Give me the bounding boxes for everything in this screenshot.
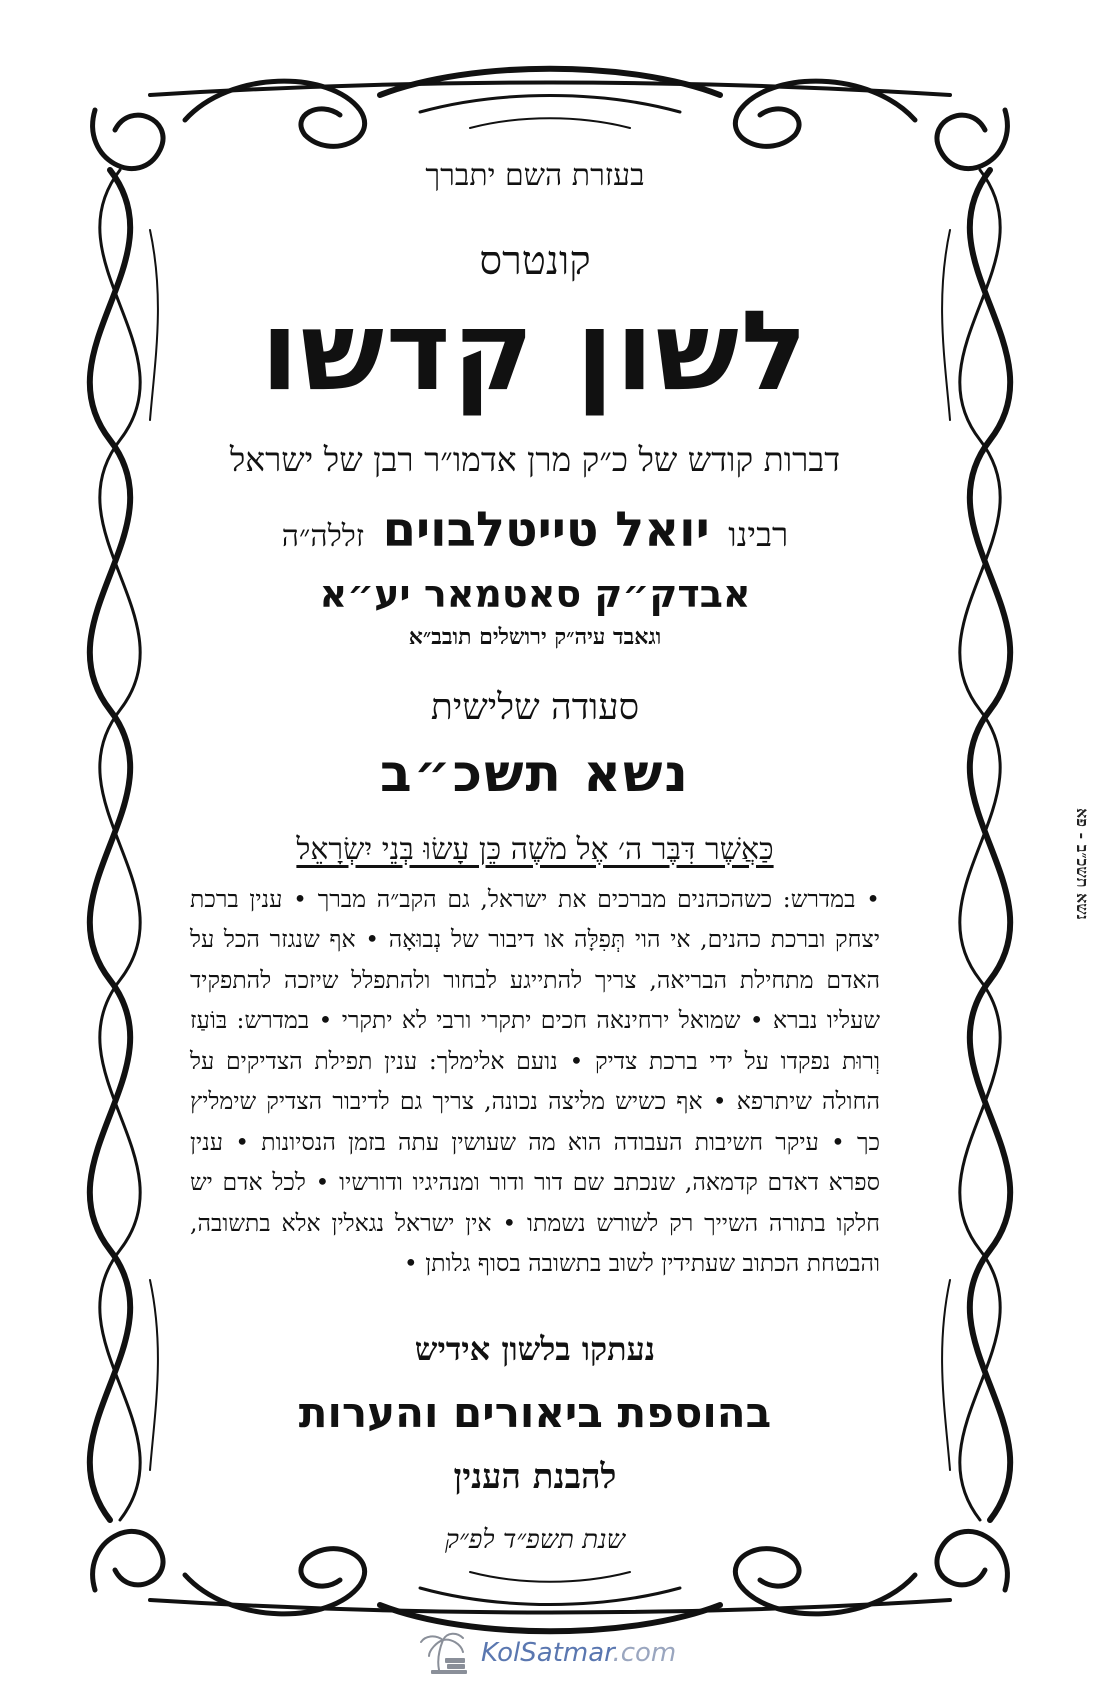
- occasion-label: סעודה שלישית: [430, 686, 640, 728]
- footer-understanding-line: להבנת הענין: [453, 1456, 617, 1497]
- rabbi-title-2: וגאבד עיה״ק ירושלים תובב״א: [408, 623, 662, 650]
- logo-text-main: KolSatmar: [481, 1638, 613, 1668]
- summary-paragraph: • במדרש: כשהכהנים מברכים את ישראל, גם הקב״ה מברך • ענין ברכת יצחק וברכת כהנים, אי הוי תְּפִלָּה או דיבור של נְבוּאָה • אף שנגזר הכל על האדם מתחילת הבריאה, צריך להתייגע לבחור ולהתפלל שיזכה להתפקיד שעליו נברא • שמואל ירחינאה חכים יתקרי ורבי לא יתקרי • במדרש: בּוֹעַז וְרוּת נפקדו על ידי ברכת צדיק • נועם אלימלך: ענין תפילת הצדיקים על החולה שיתרפא • אף כשיש מליצה נכונה, צריך גם לדיבור הצדיק שימליץ כך • עיקר חשיבות העבודה הוא מה שעושין עתה בזמן הנסיונות • ענין ספרא דאדם קדמאה, שנכתב שם דור ודור ומנהיגיו ודורשיו • לכל אדם יש חלקו בתורה השייך רק לשורש נשמתו • אין ישראל נגאלין אלא בתשובה, והבטחת הכתוב שעתידין לשוב בתשובה בסוף גלותן •: [190, 884, 880, 1277]
- blessing-line: בעזרת השם יתברך: [425, 158, 645, 193]
- rabbi-title-1: אבדק״ק סאטמאר יע״א: [319, 571, 751, 616]
- rabbi-name: יואל טייטלבוים: [382, 501, 710, 558]
- rabbi-prefix: רבינו: [728, 514, 789, 554]
- rabbi-line: [190, 502, 880, 558]
- logo-text-suffix: .com: [612, 1638, 677, 1668]
- side-running-label: נשא תשכ״ב - פא: [1073, 808, 1092, 920]
- verse-line: כַּאֲשֶׁר דִּבֶּר ה׳ אֶל מֹשֶׁה כֵּן עָשׂוּ בְּנֵי יִשְׂרָאֵל: [296, 831, 774, 867]
- rabbi-suffix: זללה״ה: [281, 518, 365, 554]
- kolsatmar-logo: [417, 1630, 676, 1676]
- palm-tree-books-icon: [417, 1630, 471, 1676]
- logo-text: [481, 1638, 676, 1668]
- footer-translated-line: נעתקו בלשון אידיש: [414, 1329, 656, 1368]
- parsha-heading: נשא תשכ״ב: [380, 743, 690, 804]
- title-page-content: [190, 140, 880, 1555]
- kuntres-label: קונטרס: [479, 238, 591, 284]
- footer-additions-line: בהוספת ביאורים והערות: [298, 1387, 772, 1437]
- subtitle: דברות קודש של כ״ק מרן אדמו״ר רבן של ישראל: [229, 439, 841, 479]
- main-title: לשון קדשו: [260, 287, 810, 415]
- footer-year-line: שנת תשפ״ד לפ״ק: [444, 1524, 625, 1555]
